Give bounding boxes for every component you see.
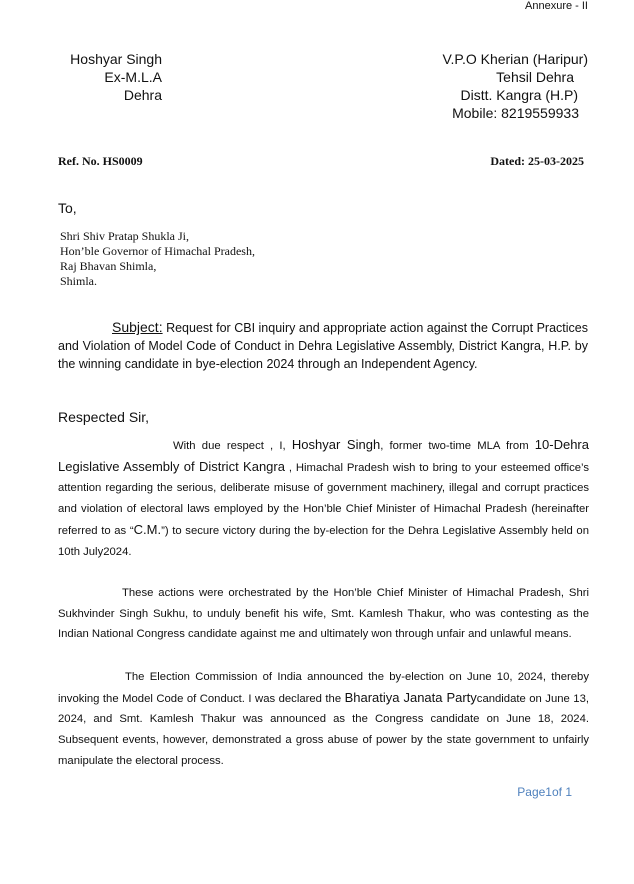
p1-text-a: With due respect , I, <box>173 440 292 452</box>
p1-text-d: ”) to secure victory during the by-election for the Dehra Legislative Assembly held on 10th July2024. <box>58 524 589 558</box>
address-line-1: V.P.O Kherian (Haripur) <box>442 51 588 67</box>
addressee-line: Raj Bhavan Shimla, <box>60 259 157 273</box>
p3-text-a: The Election Commission of India announced the by-election on June 10, 2024, thereby invoking the Model Code of Conduct. I was declared the <box>58 671 589 705</box>
annexure-label: Annexure - II <box>525 0 588 12</box>
address-line-3: Distt. Kangra (H.P) <box>460 87 578 103</box>
p1-text-b: , former two-time MLA from <box>380 440 535 452</box>
sender-address-block <box>388 50 588 122</box>
p1-cm: C.M. <box>133 521 162 537</box>
sender-name: Hoshyar Singh <box>70 51 162 67</box>
p3-party: Bharatiya Janata Party <box>344 689 477 705</box>
p1-text-c: , Himachal Pradesh wish to bring to your esteemed office’s attention regarding the serious, deliberate misuse of government machinery, illegal and corrupt practices and violation of electoral laws employed by the Hon’ble Chief Minister of Himachal Pradesh (hereinafter referred to as “ <box>58 461 590 537</box>
subject-paragraph <box>58 318 588 373</box>
addressee-line: Shimla. <box>60 274 98 288</box>
p1-sender-name: Hoshyar Singh <box>291 437 381 452</box>
to-label: To, <box>58 200 77 216</box>
sender-title: Ex-M.L.A <box>104 69 162 85</box>
p1-constituency: 10-Dehra Legislative Assembly of District Kangra <box>58 437 589 474</box>
subject-label: Subject: <box>112 319 163 335</box>
addressee-line: Hon’ble Governor of Himachal Pradesh, <box>60 244 255 258</box>
body-paragraph-2 <box>58 583 589 645</box>
address-line-2: Tehsil Dehra <box>496 69 574 85</box>
addressee-block <box>60 229 255 289</box>
body-paragraph-1 <box>58 435 589 562</box>
letter-date: Dated: 25-03-2025 <box>490 154 584 168</box>
subject-text: Request for CBI inquiry and appropriate action against the Corrupt Practices and Violation of Model Code of Conduct in Dehra Legislative Assembly, District Kangra, H.P. by the winning candidate in bye-election 2024 through an Independent Agency. <box>58 321 588 371</box>
p2-text: These actions were orchestrated by the Hon’ble Chief Minister of Himachal Pradesh, Shri Sukhvinder Singh Sukhu, to unduly benefit his wife, Smt. Kamlesh Thakur, who was contesting as the Indian National Congress candidate against me and ultimately won through unfair and unlawful means. <box>58 587 589 641</box>
salutation: Respected Sir, <box>58 409 150 425</box>
reference-number: Ref. No. HS0009 <box>58 154 143 168</box>
sender-place: Dehra <box>123 87 162 103</box>
address-mobile: Mobile: 8219559933 <box>452 105 579 121</box>
sender-left-block <box>48 50 162 104</box>
page-number: Page1of 1 <box>517 785 572 799</box>
addressee-line: Shri Shiv Pratap Shukla Ji, <box>60 229 190 243</box>
p3-text-b: candidate on June 13, 2024, and Smt. Kamlesh Thakur was announced as the Congress candidate on June 18, 2024. Subsequent events, however, demonstrated a gross abuse of power by the state government to unfairly manipulate the electoral process. <box>58 692 589 767</box>
body-paragraph-3 <box>58 667 589 772</box>
